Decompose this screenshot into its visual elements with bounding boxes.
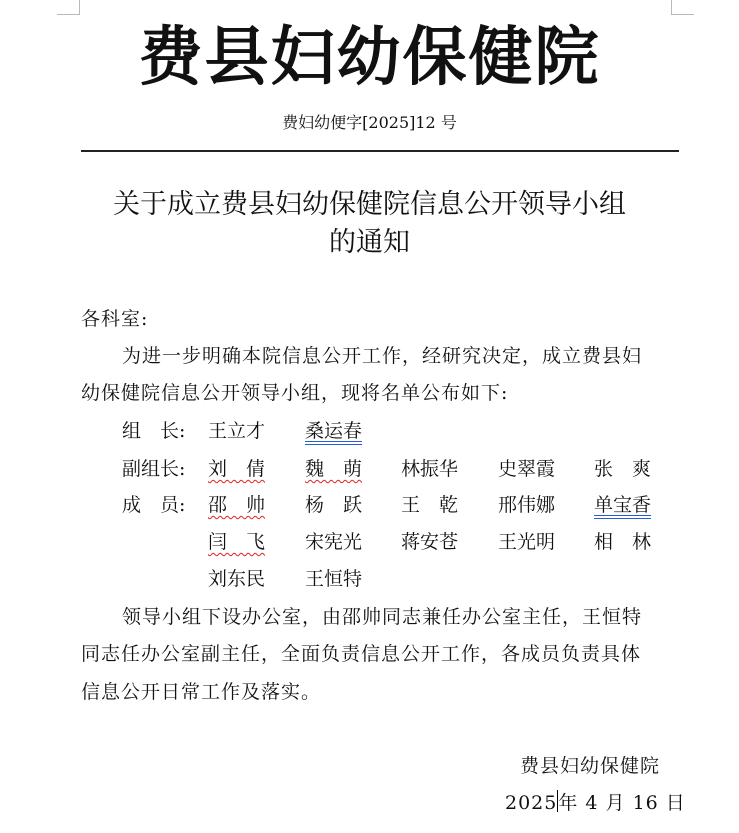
document-number: 费妇幼便字[2025]12 号 bbox=[282, 113, 457, 132]
office-line1: 领导小组下设办公室，由邵帅同志兼任办公室主任，王恒特 bbox=[122, 606, 643, 628]
member-name: 王恒特 bbox=[305, 568, 363, 590]
header-divider bbox=[81, 150, 679, 152]
deputy-name: 张 爽 bbox=[594, 458, 652, 480]
deputy-name: 史翠霞 bbox=[498, 458, 556, 480]
signature-org: 费县妇幼保健院 bbox=[520, 755, 661, 777]
leader-name: 桑运春 bbox=[305, 420, 363, 442]
crop-mark-top-right bbox=[671, 0, 694, 15]
date-year: 2025 bbox=[505, 792, 558, 814]
office-line2: 同志任办公室副主任，全面负责信息公开工作，各成员负责具体 bbox=[81, 643, 642, 665]
member-name: 宋宪光 bbox=[305, 531, 363, 553]
deputy-label: 副组长: bbox=[122, 458, 186, 480]
signature-date[interactable] bbox=[505, 790, 686, 816]
salutation: 各科室: bbox=[81, 308, 149, 330]
member-name: 单宝香 bbox=[594, 494, 652, 516]
leader-name: 王立才 bbox=[208, 420, 266, 442]
leader-label: 组 长: bbox=[122, 420, 186, 442]
intro-line1: 为进一步明确本院信息公开工作，经研究决定，成立费县妇 bbox=[122, 345, 643, 367]
crop-mark-top-left bbox=[57, 0, 80, 15]
member-name: 刘东民 bbox=[208, 568, 266, 590]
member-name: 相 林 bbox=[594, 531, 652, 553]
office-line3: 信息公开日常工作及落实。 bbox=[81, 681, 322, 703]
member-name: 蒋安苍 bbox=[401, 531, 459, 553]
notice-title-line1: 关于成立费县妇幼保健院信息公开领导小组 bbox=[113, 189, 626, 220]
member-name: 杨 跃 bbox=[305, 494, 363, 516]
notice-title-line2: 的通知 bbox=[329, 227, 410, 258]
member-name: 闫 飞 bbox=[208, 531, 266, 553]
date-rest: 年 4 月 16 日 bbox=[558, 792, 686, 814]
deputy-name: 刘 倩 bbox=[208, 458, 266, 480]
letterhead-title: 费县妇幼保健院 bbox=[138, 21, 601, 95]
member-label: 成 员: bbox=[122, 494, 186, 516]
member-name: 王 乾 bbox=[401, 494, 459, 516]
member-name: 王光明 bbox=[498, 531, 556, 553]
member-name: 邵 帅 bbox=[208, 494, 266, 516]
deputy-name: 林振华 bbox=[401, 458, 459, 480]
member-name: 邢伟娜 bbox=[498, 494, 556, 516]
deputy-name: 魏 萌 bbox=[305, 458, 363, 480]
intro-line2: 幼保健院信息公开领导小组，现将名单公布如下: bbox=[81, 382, 509, 404]
